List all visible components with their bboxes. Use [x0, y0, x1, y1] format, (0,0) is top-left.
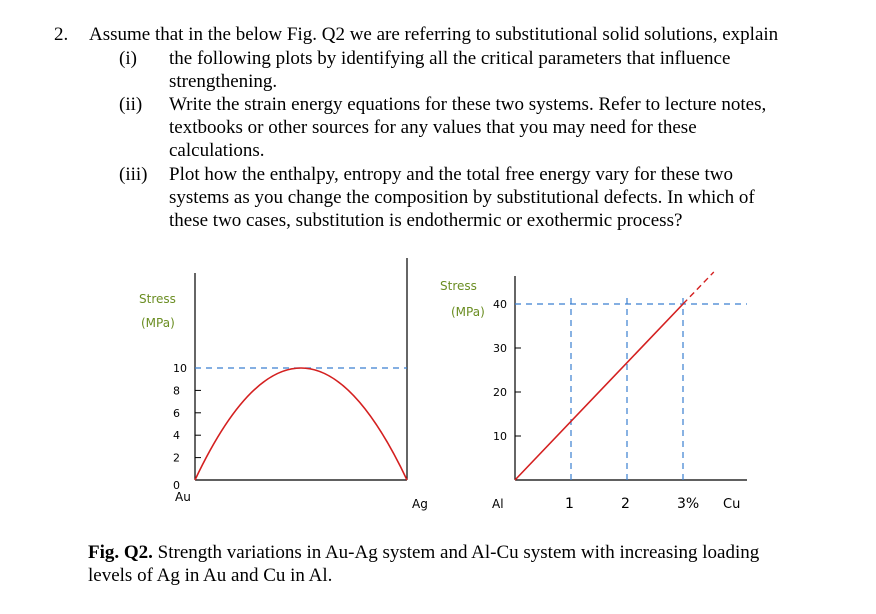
chart1-y-tick-label: 0 [173, 479, 180, 492]
part-label: (i) [119, 48, 137, 69]
question-number: 2. [54, 24, 69, 45]
figure-q2 [135, 258, 755, 528]
al-cu-chart [440, 272, 747, 512]
chart2-y-tick-label: 40 [493, 298, 507, 311]
chart2-line-extension [683, 272, 714, 304]
part-label: (iii) [119, 164, 148, 185]
caption-text: Strength variations in Au-Ag system and Al-Cu system with increasing loading levels of Ag in Au and Cu in Al. [88, 542, 760, 586]
chart1-xlabel-au: Au [175, 490, 191, 504]
question-intro: Assume that in the below Fig. Q2 we are referring to substitutional solid solutions, explain [89, 24, 779, 45]
chart2-y-tick-label: 10 [493, 430, 507, 443]
chart2-ylabel: Stress [440, 279, 477, 293]
part-ii-line-1: Write the strain energy equations for these two systems. Refer to lecture notes, [169, 94, 767, 115]
part-iii-line-2: systems as you change the composition by substitutional defects. In which of [169, 187, 755, 208]
figure-caption [88, 541, 808, 587]
part-ii [119, 93, 809, 162]
part-iii-line-3: these two cases, substitution is endothermic or exothermic process? [169, 210, 683, 231]
chart2-x-tick-label: 3% [677, 496, 700, 512]
part-ii-line-2: textbooks or other sources for any values that you may need for these [169, 117, 697, 138]
au-ag-chart [139, 258, 428, 511]
chart1-ylabel-line2: (MPa) [141, 316, 175, 330]
chart1-y-tick-label: 4 [173, 429, 180, 443]
chart2-xlabel-al: Al [492, 497, 504, 511]
part-iii [119, 163, 809, 232]
chart1-y-tick-label: 8 [173, 384, 180, 398]
chart1-ylabel-line1: Stress [139, 292, 176, 306]
chart1-xlabel-ag: Ag [412, 497, 428, 511]
caption-label: Fig. Q2. [88, 542, 153, 563]
chart2-xlabel-cu: Cu [723, 497, 741, 512]
chart2-ylabel-line2: (MPa) [451, 305, 485, 319]
part-iii-line-1: Plot how the enthalpy, entropy and the total free energy vary for these two [169, 164, 734, 185]
part-i [119, 47, 809, 93]
chart1-y-tick-label: 10 [173, 362, 187, 375]
part-i-line-1: the following plots by identifying all the critical parameters that influence [169, 48, 731, 69]
chart2-x-tick-label: 2 [621, 496, 630, 512]
chart2-y-tick-label: 20 [493, 386, 507, 399]
chart2-line [515, 304, 683, 480]
part-label: (ii) [119, 94, 143, 115]
chart1-curve [195, 368, 407, 480]
chart2-x-tick-label: 1 [565, 496, 574, 512]
chart2-y-tick-label: 30 [493, 342, 507, 355]
chart1-y-tick-label: 6 [173, 406, 180, 420]
part-ii-line-3: calculations. [169, 140, 265, 161]
part-i-line-2: strengthening. [169, 71, 278, 92]
chart1-y-tick-label: 2 [173, 451, 180, 465]
